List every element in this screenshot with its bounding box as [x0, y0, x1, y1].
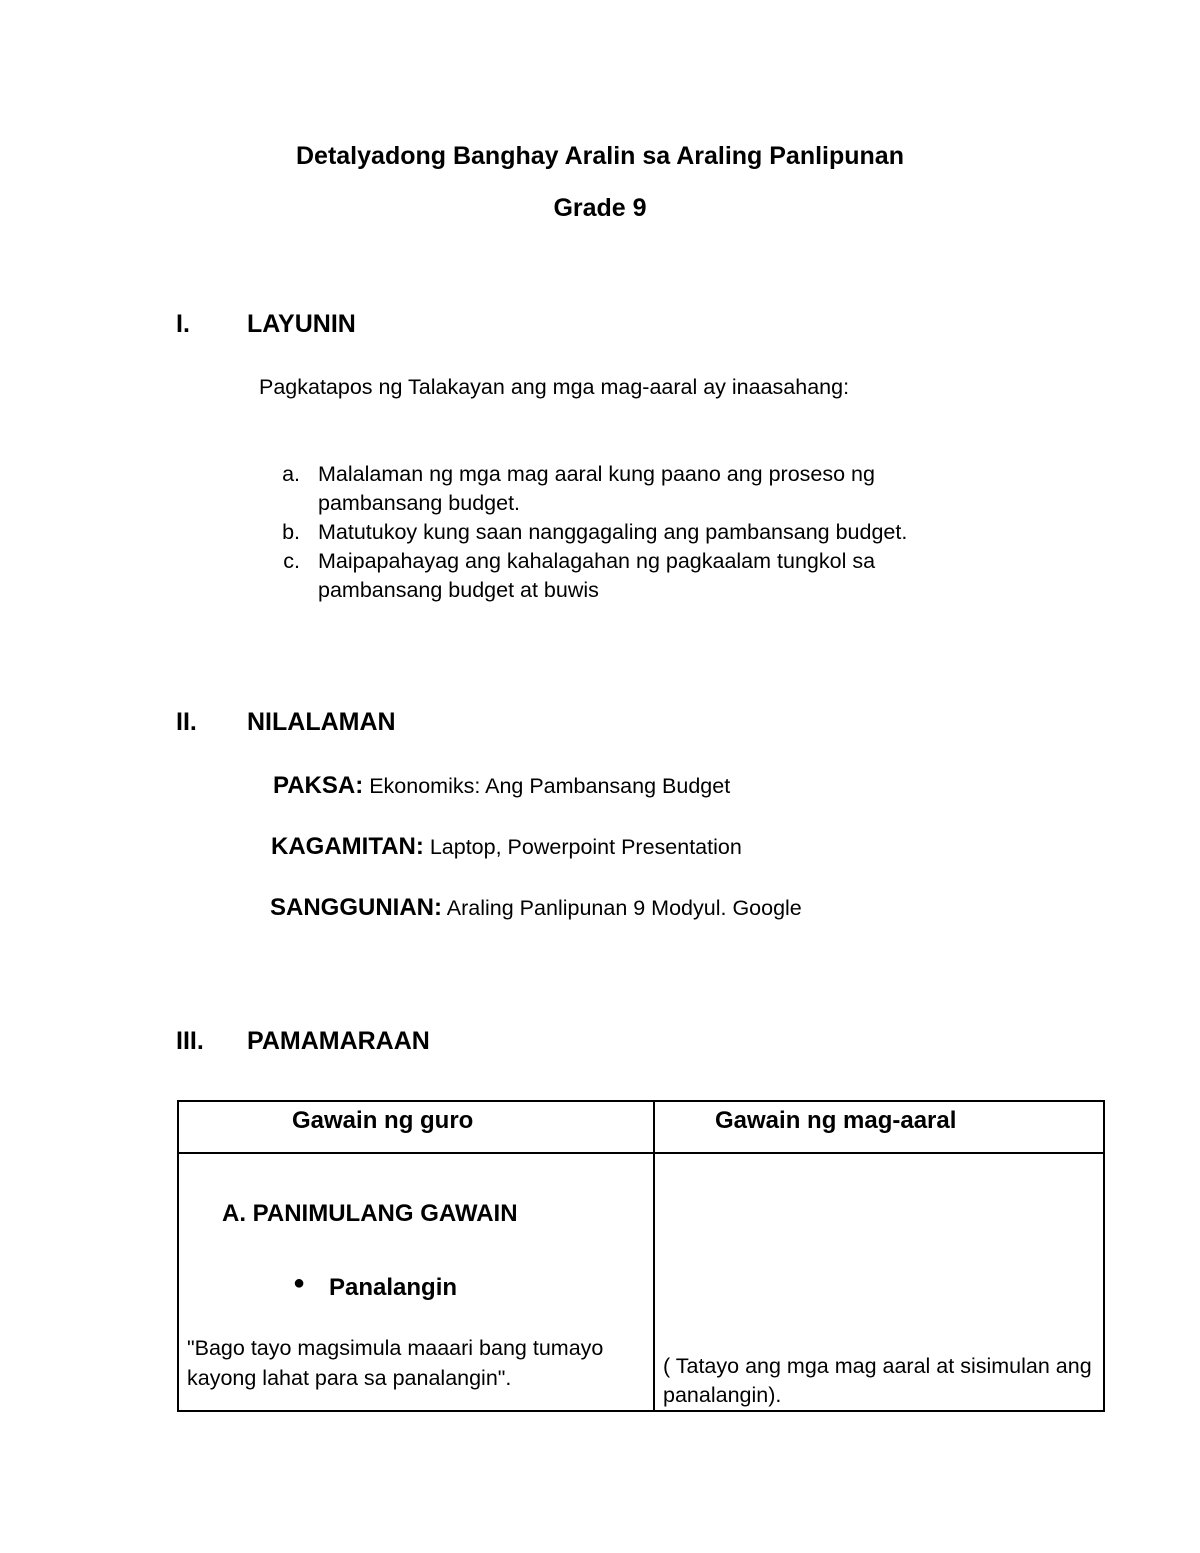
document-title: Detalyadong Banghay Aralin sa Araling Panlipunan [296, 142, 904, 170]
bullet-label-panalangin: Panalangin [329, 1274, 458, 1301]
section-title-layunin: LAYUNIN [247, 310, 356, 338]
field-value-paksa: Ekonomiks: Ang Pambansang Budget [363, 774, 731, 798]
field-label-paksa: PAKSA: [273, 772, 364, 799]
bullet-icon: ● [293, 1272, 306, 1294]
procedure-table [177, 1100, 1105, 1412]
table-header-cell [654, 1101, 1104, 1153]
grade-level: Grade 9 [553, 194, 647, 222]
section-title-pamamaraan: PAMAMARAAN [247, 1027, 430, 1055]
objective-text-b: Matutukoy kung saan nanggagaling ang pambansang budget. [318, 520, 908, 544]
section-number-1: I. [176, 310, 190, 338]
table-header-cell [178, 1101, 654, 1153]
section-title-nilalaman: NILALAMAN [247, 708, 396, 736]
field-sanggunian [270, 894, 802, 922]
field-label-kagamitan: KAGAMITAN: [271, 833, 424, 860]
table-row [178, 1153, 1104, 1411]
section-number-3: III. [176, 1027, 204, 1055]
objective-letter-a: a. [282, 462, 300, 486]
teacher-instruction-text: "Bago tayo magsimula maaari bang tumayo kayong lahat para sa panalangin". [187, 1336, 604, 1390]
field-value-kagamitan: Laptop, Powerpoint Presentation [423, 835, 742, 859]
student-cell [654, 1153, 1104, 1411]
field-value-sanggunian: Araling Panlipunan 9 Modyul. Google [442, 896, 802, 920]
objective-text-c: Maipapahayag ang kahalagahan ng pagkaalam tungkol sa pambansang budget at buwis [318, 549, 876, 602]
table-header-row [178, 1101, 1104, 1153]
section-number-2: II. [176, 708, 197, 736]
objective-text-a: Malalaman ng mga mag aaral kung paano ang proseso ng pambansang budget. [318, 462, 875, 515]
field-kagamitan [271, 833, 742, 861]
teacher-cell [178, 1153, 654, 1411]
header-gawain-mag-aaral: Gawain ng mag-aaral [715, 1107, 957, 1134]
field-paksa [273, 772, 730, 800]
student-response-text: ( Tatayo ang mga mag aaral at sisimulan ang panalangin). [663, 1354, 1092, 1407]
subheading-panimulang-gawain: A. PANIMULANG GAWAIN [222, 1200, 518, 1227]
header-gawain-guro: Gawain ng guro [292, 1107, 474, 1134]
objective-letter-b: b. [282, 520, 300, 544]
field-label-sanggunian: SANGGUNIAN: [270, 894, 442, 921]
layunin-intro: Pagkatapos ng Talakayan ang mga mag-aaral ay inaasahang: [259, 375, 850, 399]
objective-letter-c: c. [283, 549, 300, 573]
